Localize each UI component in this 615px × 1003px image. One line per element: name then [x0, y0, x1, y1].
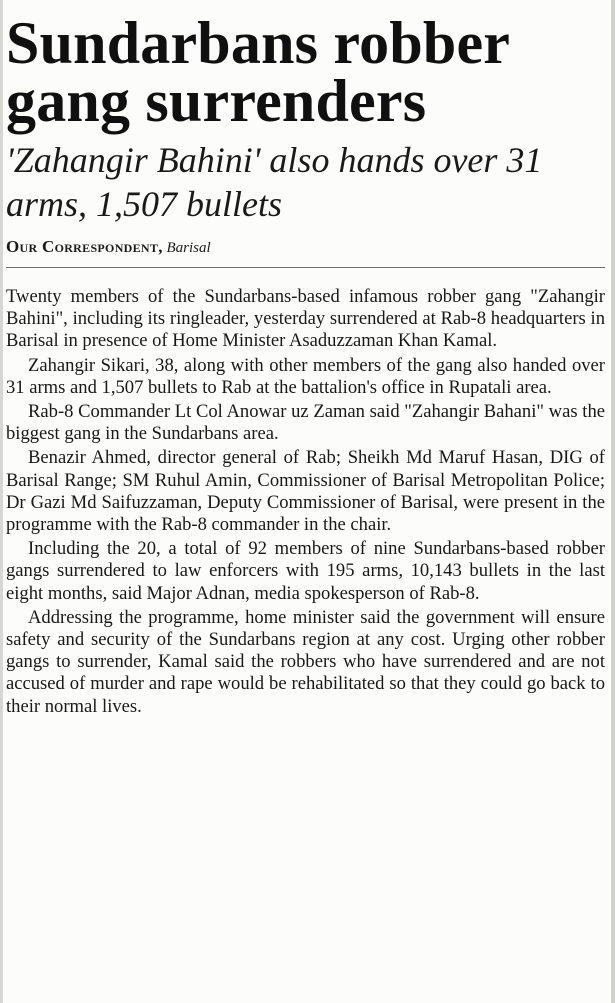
byline-place: Barisal: [166, 240, 211, 256]
article-paragraph: Addressing the programme, home minister said the government will ensure safety and security of the Sundarbans region at any cost. Urging other robber gangs to surrender, Kamal said the robbers who have surrendered and are not accused of murder and rape would be rehabilitated so that they could go back to their normal lives.: [6, 606, 605, 717]
byline: [6, 238, 605, 257]
byline-divider: [6, 267, 605, 268]
article-body: [6, 286, 605, 718]
article-paragraph: Including the 20, a total of 92 members of nine Sundarbans-based robber gangs surrendered to law enforcers with 195 arms, 10,143 bullets in the last eight months, said Major Adnan, media spokesperson of Rab-8.: [6, 538, 605, 604]
headline: Sundarbans robber gang surrenders: [6, 10, 510, 134]
page-edge-left: [0, 0, 3, 1003]
article-paragraph: Zahangir Sikari, 38, along with other members of the gang also handed over 31 arms and 1,507 bullets to Rab at the battalion's office in Rupatali area.: [6, 354, 605, 398]
subheadline: 'Zahangir Bahini' also hands over 31 arms, 1,507 bullets: [6, 140, 543, 224]
byline-author: Our Correspondent,: [6, 237, 163, 256]
article-paragraph: Rab-8 Commander Lt Col Anowar uz Zaman said "Zahangir Bahani" was the biggest gang in the Sundarbans area.: [6, 401, 605, 445]
page-edge-right: [611, 0, 615, 1003]
article-paragraph: Twenty members of the Sundarbans-based infamous robber gang "Zahangir Bahini", including its ringleader, yesterday surrendered at Rab-8 headquarters in Barisal in presence of Home Minister Asaduzzaman Khan Kamal.: [6, 286, 605, 352]
article-paragraph: Benazir Ahmed, director general of Rab; Sheikh Md Maruf Hasan, DIG of Barisal Range; SM Ruhul Amin, Commissioner of Barisal Metropolitan Police; Dr Gazi Md Saifuzzaman, Deputy Commissioner of Barisal, were present in the programme with the Rab-8 commander in the chair.: [6, 447, 605, 536]
